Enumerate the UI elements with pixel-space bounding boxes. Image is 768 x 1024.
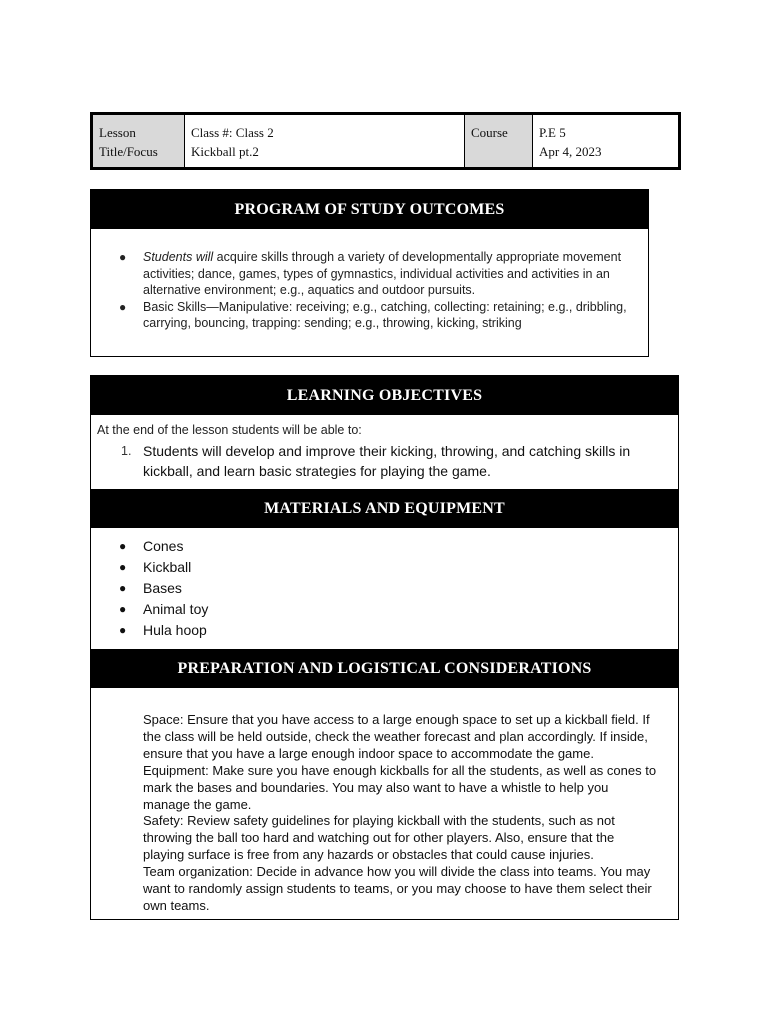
course-label: Course bbox=[465, 115, 533, 167]
material-label: Kickball bbox=[143, 559, 192, 575]
learning-objectives-heading: LEARNING OBJECTIVES bbox=[91, 376, 678, 415]
course-value: P.E 5 bbox=[539, 125, 566, 140]
class-number: Class #: Class 2 bbox=[191, 125, 274, 140]
material-item bbox=[91, 620, 678, 641]
prep-paragraph-teams: Team organization: Decide in advance how you will divide the class into teams. You may want to randomly assign students to teams, or you may choose to have them select their own teams. bbox=[143, 864, 652, 913]
material-item bbox=[91, 536, 678, 557]
material-item bbox=[91, 578, 678, 599]
lesson-header-table bbox=[90, 112, 681, 170]
outcome-item bbox=[91, 249, 648, 299]
bullet-icon: ● bbox=[119, 299, 127, 314]
prep-paragraph-safety: Safety: Review safety guidelines for playing kickball with the students, such as not throwing the ball too hard and watching out for other players. Also, ensure that the playing surface is free from any hazards or obstacles that could cause injuries. bbox=[143, 813, 615, 863]
material-item bbox=[91, 557, 678, 578]
bullet-icon: ● bbox=[119, 623, 127, 637]
preparation-heading: PREPARATION AND LOGISTICAL CONSIDERATIONS bbox=[91, 649, 678, 688]
prep-paragraph-space: Space: Ensure that you have access to a large enough space to set up a kickball field. If the class will be held outside, check the weather forecast and plan accordingly. If inside, ensure that you have a large enough indoor space to accommodate the game. bbox=[143, 712, 650, 761]
material-label: Bases bbox=[143, 580, 182, 596]
lesson-focus: Kickball pt.2 bbox=[191, 144, 259, 159]
material-label: Animal toy bbox=[143, 601, 209, 617]
course-cell bbox=[533, 115, 678, 167]
lesson-details-section bbox=[90, 375, 679, 920]
outcome-text: acquire skills through a variety of developmentally appropriate movement activities; dance, games, types of gymnastics, individual activities and activities in an alternative environment; e.g., aquatics and outdoor pursuits. bbox=[143, 250, 622, 297]
lesson-title-label: Lesson Title/Focus bbox=[93, 115, 185, 167]
lesson-date: Apr 4, 2023 bbox=[539, 144, 602, 159]
material-item bbox=[91, 599, 678, 620]
materials-heading: MATERIALS AND EQUIPMENT bbox=[91, 489, 678, 528]
prep-paragraph-equipment: Equipment: Make sure you have enough kickballs for all the students, as well as cones to mark the bases and boundaries. You may also want to have a whistle to help you manage the game. bbox=[143, 762, 657, 812]
material-label: Hula hoop bbox=[143, 622, 207, 638]
lesson-class-cell bbox=[185, 115, 465, 167]
program-of-study-heading: PROGRAM OF STUDY OUTCOMES bbox=[91, 190, 648, 229]
objectives-intro: At the end of the lesson students will be able to: bbox=[97, 423, 362, 437]
outcome-lead: Students will bbox=[143, 250, 214, 264]
materials-list bbox=[91, 528, 678, 641]
objective-number: 1. bbox=[121, 444, 132, 458]
material-label: Cones bbox=[143, 538, 184, 554]
outcome-item bbox=[91, 299, 648, 332]
bullet-icon: ● bbox=[119, 581, 127, 595]
bullet-icon: ● bbox=[119, 560, 127, 574]
outcome-text: Basic Skills—Manipulative: receiving; e.g., catching, collecting: retaining; e.g., dribbling, carrying, bouncing, trapping: sending; e.g., throwing, kicking, striking bbox=[143, 299, 627, 330]
preparation-body bbox=[91, 688, 678, 915]
objective-item bbox=[91, 441, 678, 481]
objective-text: Students will develop and improve their kicking, throwing, and catching skills in kickball, and learn basic strategies for playing the game. bbox=[143, 443, 631, 479]
bullet-icon: ● bbox=[119, 602, 127, 616]
bullet-icon: ● bbox=[119, 250, 127, 264]
outcomes-list bbox=[91, 249, 648, 332]
bullet-icon: ● bbox=[119, 539, 127, 553]
program-of-study-section bbox=[90, 189, 649, 357]
